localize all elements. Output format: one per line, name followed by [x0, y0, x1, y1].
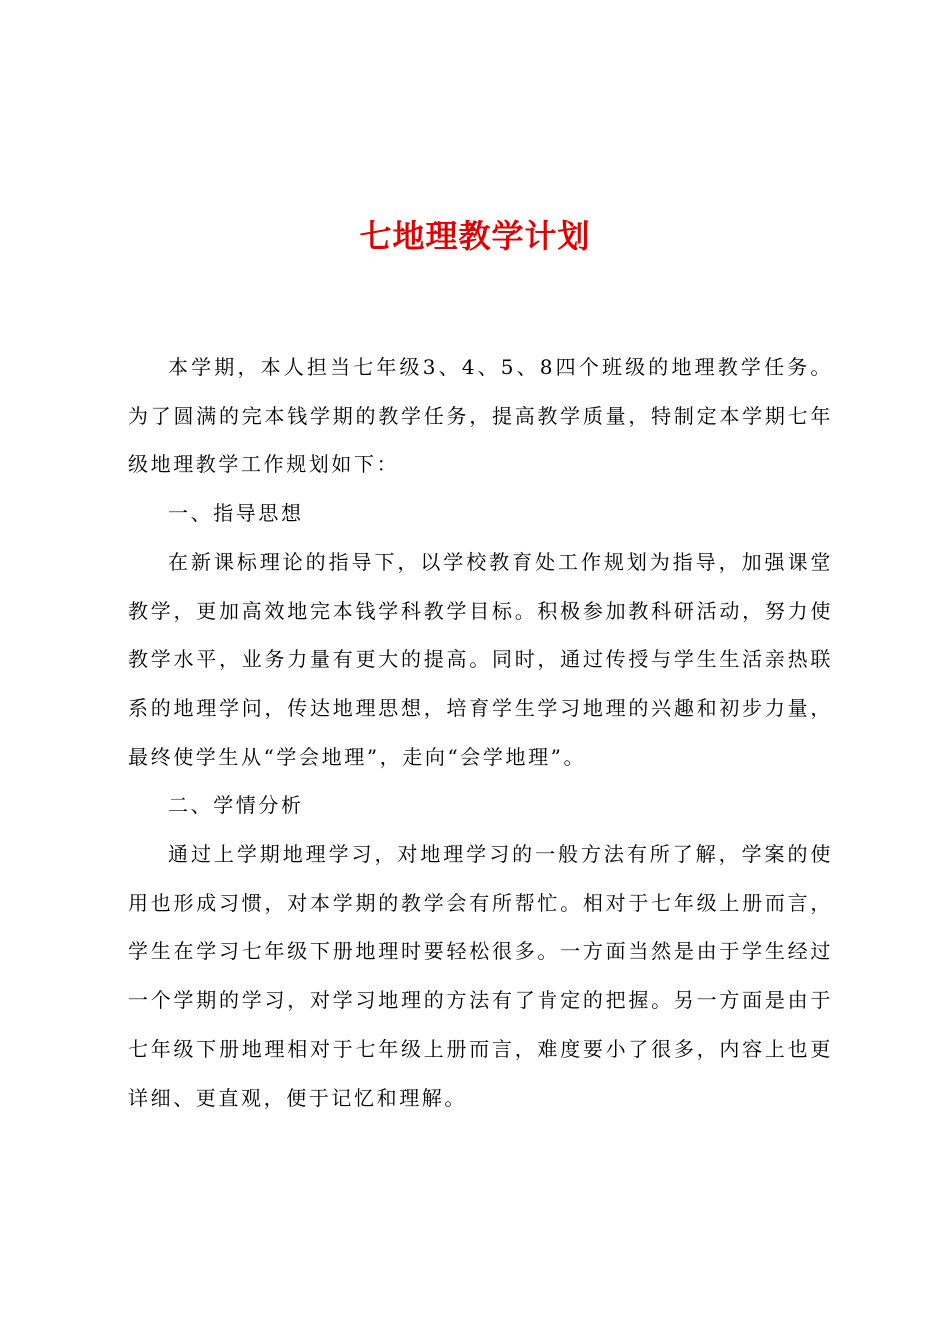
section-heading-student-analysis: 二、学情分析 — [168, 793, 304, 818]
document-body — [128, 343, 833, 1122]
guiding-ideology-paragraph: 在新课标理论的指导下，以学校教育处工作规划为指导，加强课堂教学，更加高效地完本钱学科教学目标。积极参加教科研活动，努力使教学水平，业务力量有更大的提高。同时，通过传授与学生生活亲热联系的地理学问，传达地理思想，培育学生学习地理的兴趣和初步力量，最终使学生从“学会地理”，走向“会学地理”。 — [128, 549, 833, 769]
intro-paragraph: 本学期，本人担当七年级3、4、5、8四个班级的地理教学任务。为了圆满的完本钱学期的教学任务，提高教学质量，特制定本学期七年级地理教学工作规划如下： — [128, 355, 833, 477]
document-title: 七地理教学计划 — [359, 217, 591, 255]
student-analysis-paragraph: 通过上学期地理学习，对地理学习的一般方法有所了解，学案的使用也形成习惯，对本学期的教学会有所帮忙。相对于七年级上册而言，学生在学习七年级下册地理时要轻松很多。一方面当然是由于学生经过一个学期的学习，对学习地理的方法有了肯定的把握。另一方面是由于七年级下册地理相对于七年级上册而言，难度要小了很多，内容上也更详细、更直观，便于记忆和理解。 — [128, 842, 833, 1110]
section-heading-guiding-ideology: 一、指导思想 — [168, 501, 304, 526]
